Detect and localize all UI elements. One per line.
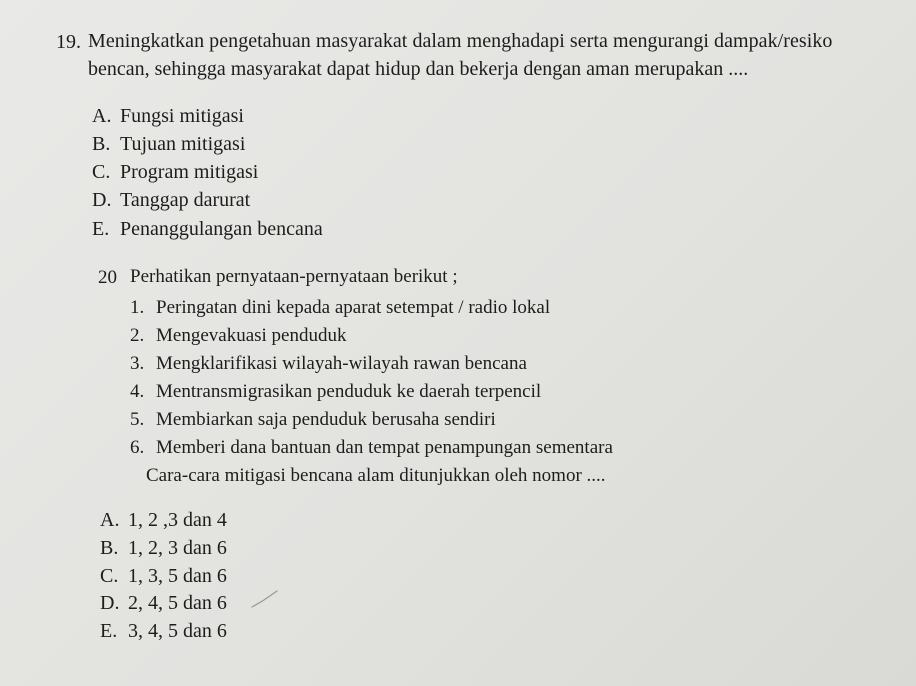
- q19-option-d-text: Tanggap darurat: [120, 189, 251, 211]
- q20-statement-2-text: Mengevakuasi penduduk: [156, 325, 347, 346]
- q20-option-c: [100, 564, 227, 588]
- q20-statement-3: [130, 352, 527, 376]
- q20-option-e: [100, 619, 227, 643]
- q19-option-a-letter: A.: [92, 105, 112, 127]
- q20-option-b-letter: B.: [100, 537, 119, 559]
- q20-option-b-text: 1, 2, 3 dan 6: [128, 537, 227, 559]
- q20-statement-1-num: 1.: [130, 297, 145, 318]
- q20-statement-6-num: 6.: [130, 437, 145, 458]
- q20-statement-6: [130, 436, 613, 460]
- q20-option-a: [100, 508, 227, 532]
- q19-option-d-letter: D.: [92, 189, 112, 211]
- q19-option-c: [92, 160, 258, 184]
- q19-option-a: [92, 104, 244, 128]
- q20-statement-5-text: Membiarkan saja penduduk berusaha sendiri: [156, 409, 496, 430]
- q20-statement-2-num: 2.: [130, 325, 145, 346]
- q20-option-a-letter: A.: [100, 509, 120, 531]
- q20-intro: Perhatikan pernyataan-pernyataan berikut ;: [130, 266, 458, 287]
- q20-option-b: [100, 536, 227, 560]
- q19-option-d: [92, 188, 250, 212]
- q20-option-a-text: 1, 2 ,3 dan 4: [128, 509, 227, 531]
- q20-statement-2: [130, 324, 346, 348]
- q19-number: 19.: [56, 31, 81, 53]
- q19-option-c-text: Program mitigasi: [120, 161, 259, 183]
- q19-option-b-text: Tujuan mitigasi: [120, 133, 246, 155]
- q19-option-e-letter: E.: [92, 218, 110, 240]
- q19-option-b-letter: B.: [92, 133, 111, 155]
- q20-statement-4-num: 4.: [130, 381, 145, 402]
- q20-statement-3-text: Mengklarifikasi wilayah-wilayah rawan bencana: [156, 353, 527, 374]
- q19-option-e: [92, 217, 323, 241]
- q20-statement-4: [130, 380, 541, 404]
- q20-statement-3-num: 3.: [130, 353, 145, 374]
- q20-statement-1: [130, 296, 550, 320]
- q20-option-d-text: 2, 4, 5 dan 6: [128, 592, 227, 614]
- q19-option-e-text: Penanggulangan bencana: [120, 218, 323, 240]
- q20-option-e-text: 3, 4, 5 dan 6: [128, 620, 227, 642]
- q20-statement-4-text: Mentransmigrasikan penduduk ke daerah terpencil: [156, 381, 542, 402]
- q20-statement-5-num: 5.: [130, 409, 145, 430]
- q19-text-line1: Meningkatkan pengetahuan masyarakat dalam menghadapi serta mengurangi dampak/resiko: [88, 30, 833, 52]
- q19-option-a-text: Fungsi mitigasi: [120, 105, 244, 127]
- pencil-tick-mark: [250, 588, 280, 610]
- q19-option-b: [92, 132, 245, 156]
- q19-option-c-letter: C.: [92, 161, 111, 183]
- q20-question: Cara-cara mitigasi bencana alam ditunjukkan oleh nomor ....: [146, 465, 606, 486]
- q20-option-c-letter: C.: [100, 565, 119, 587]
- q20-option-d: [100, 591, 227, 615]
- q20-statement-1-text: Peringatan dini kepada aparat setempat / radio lokal: [156, 297, 551, 318]
- q20-statement-5: [130, 408, 496, 432]
- q20-option-e-letter: E.: [100, 620, 118, 642]
- q20-option-d-letter: D.: [100, 592, 120, 614]
- q20-number: 20: [98, 267, 117, 288]
- q19-text-line2: bencan, sehingga masyarakat dapat hidup dan bekerja dengan aman merupakan ....: [88, 58, 749, 80]
- q20-option-c-text: 1, 3, 5 dan 6: [128, 565, 227, 587]
- q20-statement-6-text: Memberi dana bantuan dan tempat penampungan sementara: [156, 437, 613, 458]
